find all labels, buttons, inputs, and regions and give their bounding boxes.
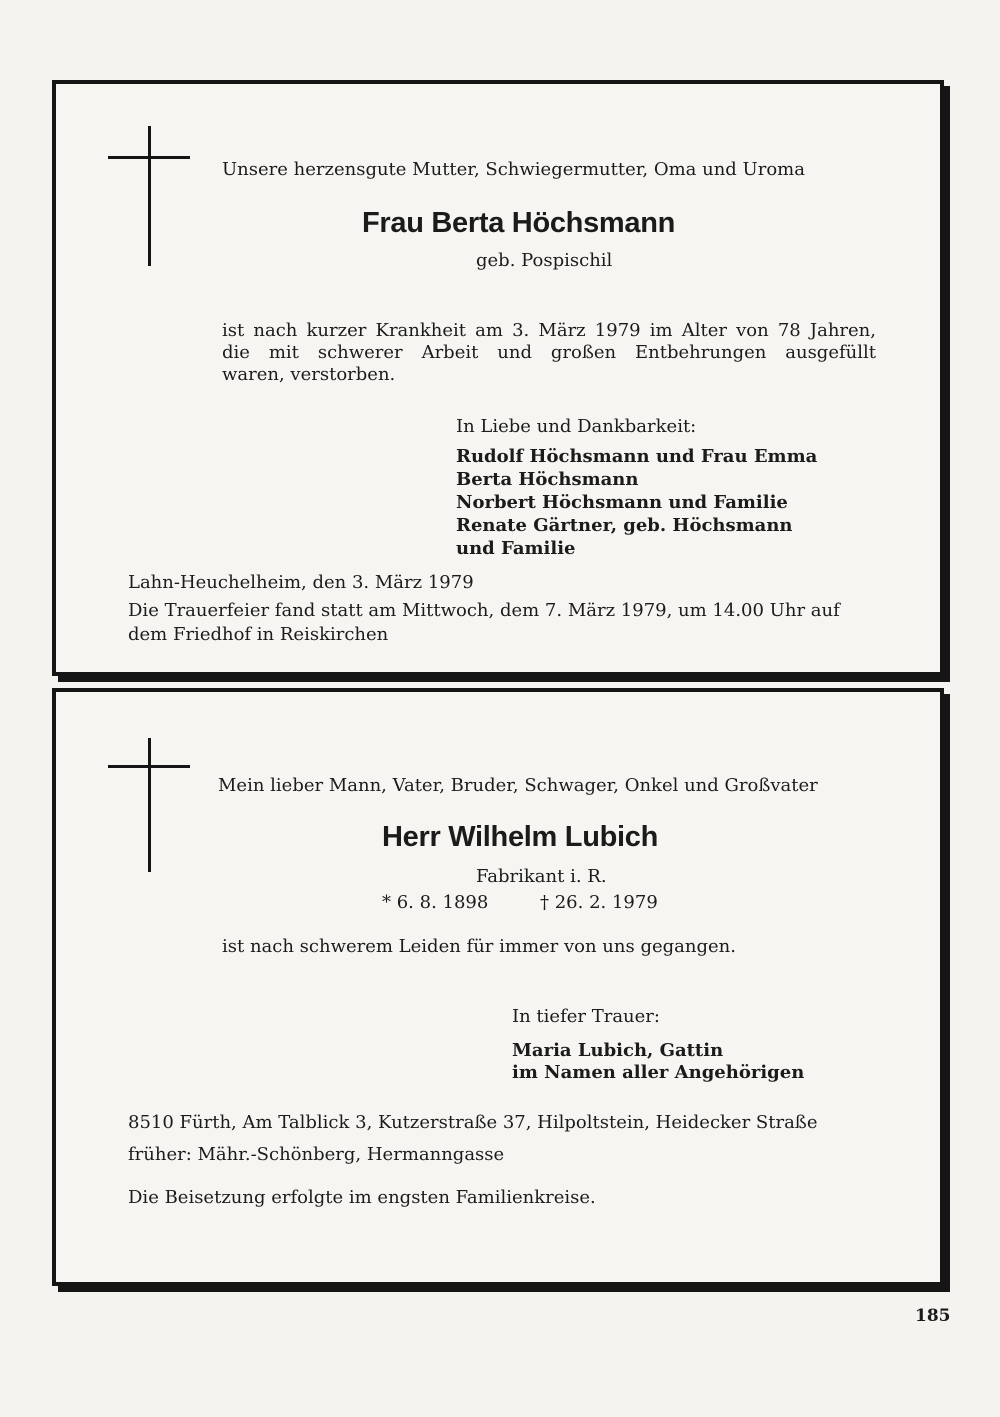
body-line: die mit schwerer Arbeit und großen Entbehrungen ausgefüllt — [222, 342, 876, 363]
birth-date: * 6. 8. 1898 — [382, 892, 489, 913]
page-number: 185 — [915, 1306, 951, 1326]
mourner: Renate Gärtner, geb. Höchsmann — [456, 515, 793, 536]
mourner: Berta Höchsmann — [456, 469, 639, 490]
obituary-notice-hoechsmann — [52, 80, 944, 676]
obituary-notice-lubich — [52, 688, 944, 1286]
death-date: † 26. 2. 1979 — [540, 892, 658, 913]
birth-name: geb. Pospischil — [476, 250, 613, 271]
body-text: ist nach schwerem Leiden für immer von uns gegangen. — [222, 936, 736, 957]
ceremony-line: Die Trauerfeier fand statt am Mittwoch, dem 7. März 1979, um 14.00 Uhr auf — [128, 600, 840, 621]
body-line: waren, verstorben. — [222, 364, 396, 385]
body-line: ist nach kurzer Krankheit am 3. März 1979 im Alter von 78 Jahren, — [222, 320, 876, 341]
mourner: Rudolf Höchsmann und Frau Emma — [456, 446, 818, 467]
cross-bar — [108, 156, 190, 159]
mourning-intro: In tiefer Trauer: — [512, 1006, 660, 1027]
place-date: Lahn-Heuchelheim, den 3. März 1979 — [128, 572, 474, 593]
mourner: und Familie — [456, 538, 576, 559]
deceased-name: Frau Berta Höchsmann — [362, 207, 676, 239]
address: 8510 Fürth, Am Talblick 3, Kutzerstraße 37, Hilpoltstein, Heidecker Straße — [128, 1112, 818, 1133]
intro-text: Mein lieber Mann, Vater, Bruder, Schwager, Onkel und Großvater — [218, 775, 818, 796]
burial-text: Die Beisetzung erfolgte im engsten Familienkreise. — [128, 1187, 596, 1208]
intro-text: Unsere herzensgute Mutter, Schwiegermutter, Oma und Uroma — [222, 159, 805, 180]
deceased-name: Herr Wilhelm Lubich — [382, 821, 659, 853]
mourner: im Namen aller Angehörigen — [512, 1062, 805, 1083]
cross-icon — [148, 126, 151, 266]
mourner: Maria Lubich, Gattin — [512, 1040, 724, 1061]
cross-bar — [108, 765, 190, 768]
mourning-intro: In Liebe und Dankbarkeit: — [456, 416, 697, 437]
former-address: früher: Mähr.-Schönberg, Hermanngasse — [128, 1144, 505, 1165]
ceremony-line: dem Friedhof in Reiskirchen — [128, 624, 389, 645]
cross-icon — [148, 738, 151, 872]
occupation: Fabrikant i. R. — [476, 866, 607, 887]
mourner: Norbert Höchsmann und Familie — [456, 492, 788, 513]
